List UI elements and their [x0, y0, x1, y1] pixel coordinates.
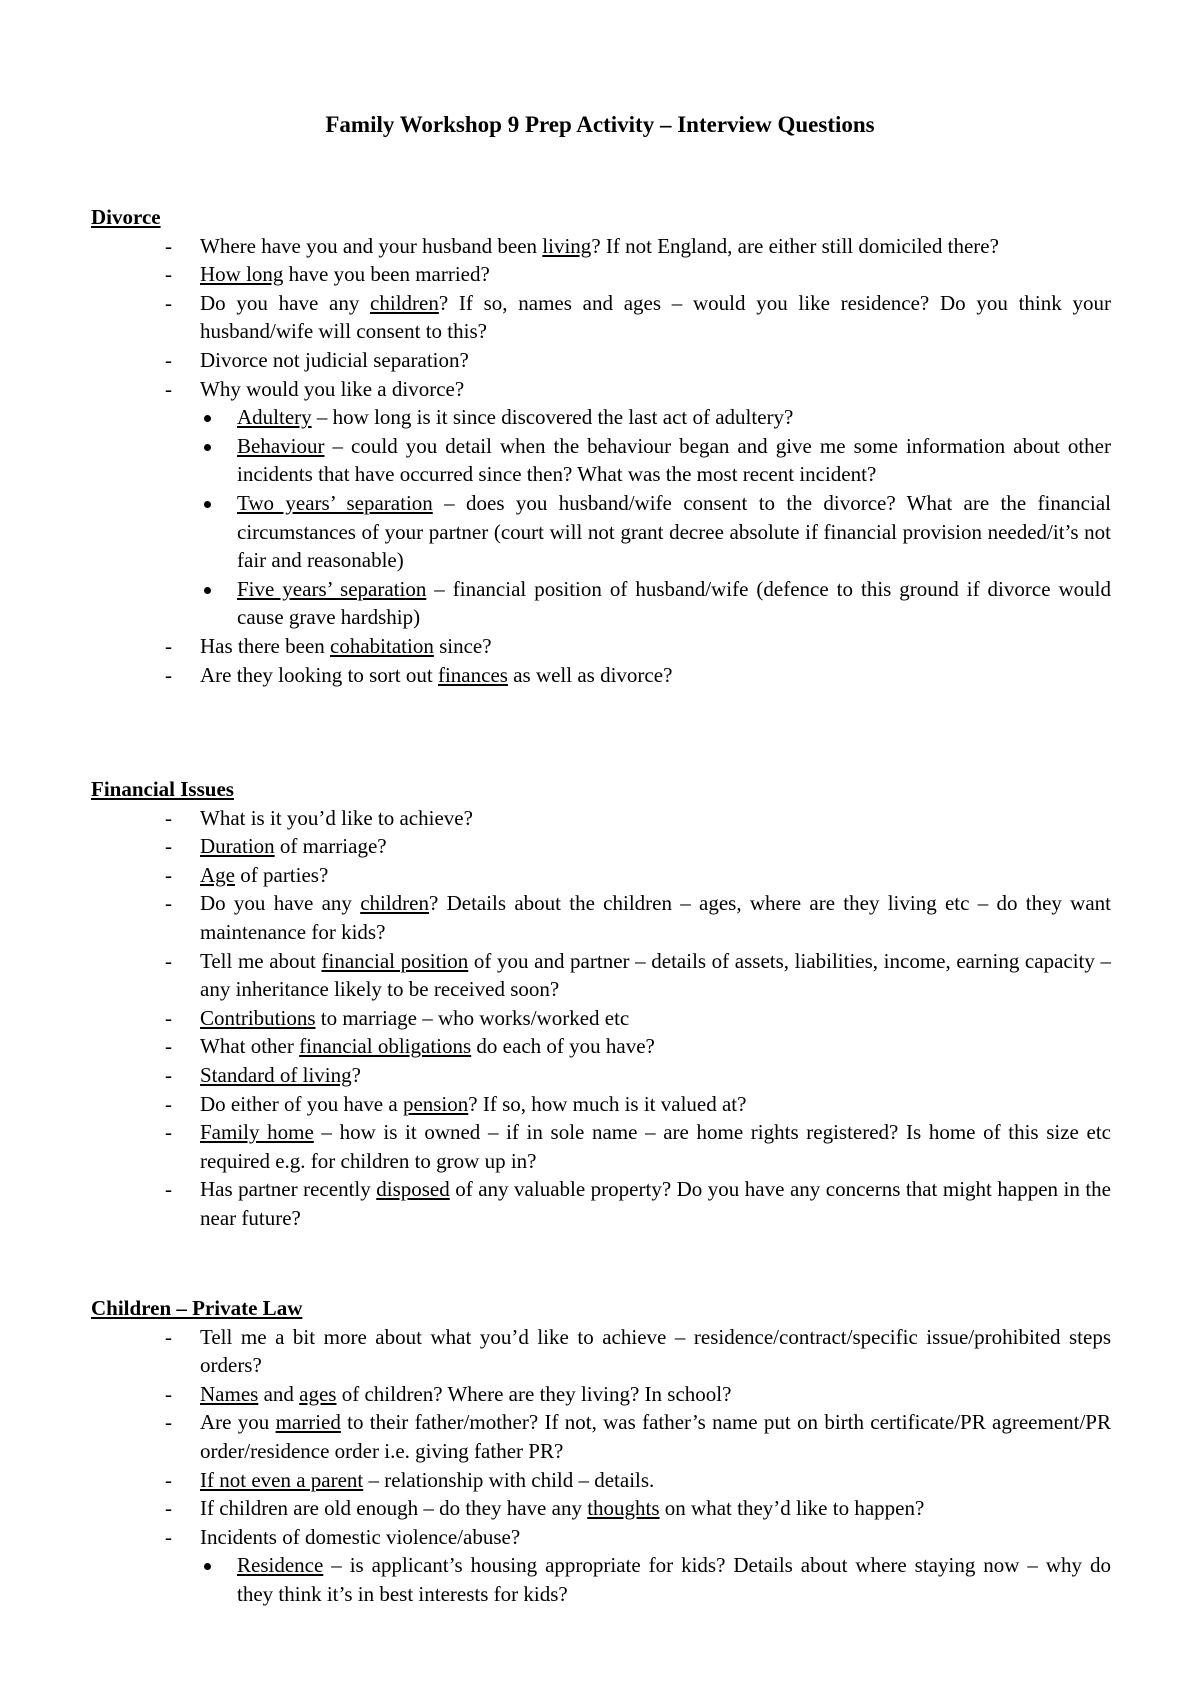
list-item: - Family home – how is it owned – if in sole name – are home rights registered? Is home of this size etc required e.g. for children to grow up in?: [91, 1118, 1111, 1175]
list-item: - Are you married to their father/mother? If not, was father’s name put on birth certificate/PR agreement/PR order/residence order i.e. giving father PR?: [91, 1408, 1111, 1465]
list-item: - Where have you and your husband been living? If not England, are either still domiciled there?: [91, 232, 1111, 261]
section-heading: Financial Issues: [91, 777, 234, 801]
list-item: - Why would you like a divorce? Adultery – how long is it since discovered the last act of adultery? Behaviour – could you detail when the behaviour began and give me some information about other incidents that have occurred since then? What was the most recent incident? Two years’ separation – does you husband/wife consent to the divorce? What are the financial circumstances of your partner (court will not grant decree absolute if financial provision needed/it’s not fair and reasonable) Five years’ separation – financial position of husband/wife (defence to this ground if divorce would cause grave hardship): [91, 375, 1111, 632]
children-questions: [91, 1323, 1111, 1609]
list-item: - Duration of marriage?: [91, 832, 1111, 861]
list-item: - Has there been cohabitation since?: [91, 632, 1111, 661]
section-divorce: [91, 203, 1111, 689]
children-sub-items: [200, 1551, 1111, 1608]
section-children-private-law: [91, 1294, 1111, 1609]
list-item: - What is it you’d like to achieve?: [91, 804, 1111, 833]
list-item: - Tell me a bit more about what you’d like to achieve – residence/contract/specific issue/prohibited steps orders?: [91, 1323, 1111, 1380]
section-financial-issues: [91, 775, 1111, 1233]
list-item: - If not even a parent – relationship with child – details.: [91, 1466, 1111, 1495]
list-item: Adultery – how long is it since discovered the last act of adultery?: [200, 403, 1111, 432]
list-item: - Tell me about financial position of you and partner – details of assets, liabilities, income, earning capacity – any inheritance likely to be received soon?: [91, 947, 1111, 1004]
list-item: - Do you have any children? Details about the children – ages, where are they living etc – do they want maintenance for kids?: [91, 889, 1111, 946]
list-item: - What other financial obligations do each of you have?: [91, 1032, 1111, 1061]
list-item: Two years’ separation – does you husband/wife consent to the divorce? What are the financial circumstances of your partner (court will not grant decree absolute if financial provision needed/it’s not fair and reasonable): [200, 489, 1111, 575]
list-item: - Names and ages of children? Where are they living? In school?: [91, 1380, 1111, 1409]
section-heading: Children – Private Law: [91, 1296, 303, 1320]
list-item: - Incidents of domestic violence/abuse? Residence – is applicant’s housing appropriate for kids? Details about where staying now – why do they think it’s in best interests for kids?: [91, 1523, 1111, 1609]
list-item: - Has partner recently disposed of any valuable property? Do you have any concerns that might happen in the near future?: [91, 1175, 1111, 1232]
financial-questions: [91, 804, 1111, 1233]
list-item: Behaviour – could you detail when the behaviour began and give me some information about other incidents that have occurred since then? What was the most recent incident?: [200, 432, 1111, 489]
section-heading: Divorce: [91, 205, 161, 229]
list-item: Five years’ separation – financial position of husband/wife (defence to this ground if divorce would cause grave hardship): [200, 575, 1111, 632]
list-item: - Divorce not judicial separation?: [91, 346, 1111, 375]
list-item: - Standard of living?: [91, 1061, 1111, 1090]
divorce-grounds: [200, 403, 1111, 632]
list-item: - Age of parties?: [91, 861, 1111, 890]
page-title: Family Workshop 9 Prep Activity – Interview Questions: [325, 112, 875, 137]
list-item: - Contributions to marriage – who works/worked etc: [91, 1004, 1111, 1033]
list-item: - If children are old enough – do they have any thoughts on what they’d like to happen?: [91, 1494, 1111, 1523]
list-item: Residence – is applicant’s housing appropriate for kids? Details about where staying now – why do they think it’s in best interests for kids?: [200, 1551, 1111, 1608]
list-item: - How long have you been married?: [91, 260, 1111, 289]
list-item: - Are they looking to sort out finances as well as divorce?: [91, 661, 1111, 690]
divorce-questions: [91, 232, 1111, 690]
list-item: - Do you have any children? If so, names and ages – would you like residence? Do you think your husband/wife will consent to this?: [91, 289, 1111, 346]
list-item: - Do either of you have a pension? If so, how much is it valued at?: [91, 1090, 1111, 1119]
